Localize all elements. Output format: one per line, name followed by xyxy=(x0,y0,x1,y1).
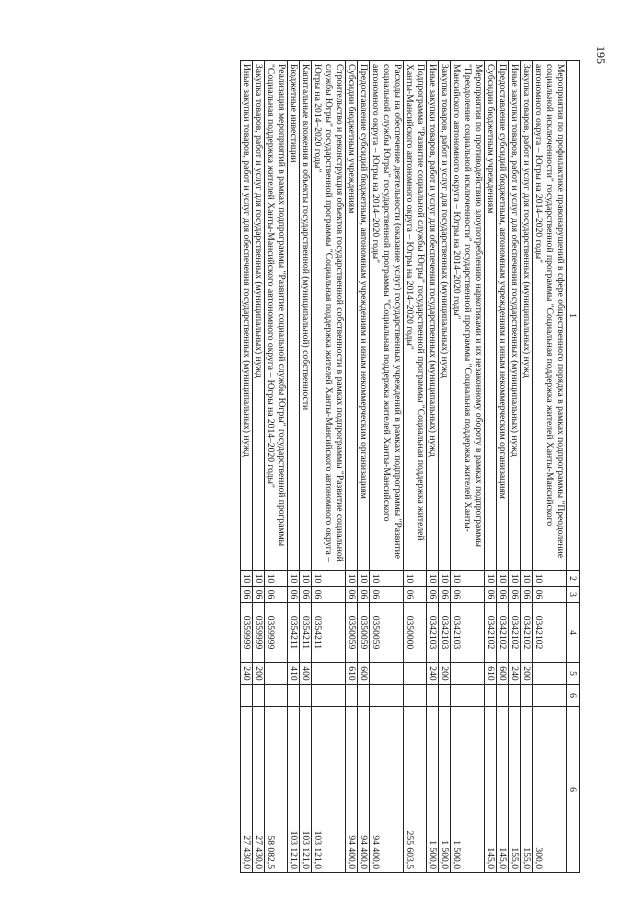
table-row xyxy=(521,61,533,873)
target-code-cell: 0354211 xyxy=(300,603,312,663)
subsection-code-cell: 06 xyxy=(288,587,300,603)
amount-cell: 27 430,0 xyxy=(253,707,265,873)
table-row xyxy=(346,61,358,873)
amount-cell: 94 400,0 xyxy=(358,707,370,873)
subsection-code-cell: 06 xyxy=(439,587,451,603)
target-code-cell: 0359999 xyxy=(253,603,265,663)
subsection-code-cell: 06 xyxy=(265,587,288,603)
section-code-cell: 10 xyxy=(521,571,533,587)
section-code-cell: 10 xyxy=(404,571,427,587)
expense-type-sub-cell xyxy=(533,685,567,707)
expense-type-cell: 610 xyxy=(485,663,497,685)
expense-type-cell: 410 xyxy=(288,663,300,685)
table-row xyxy=(533,61,567,873)
subsection-code-cell: 06 xyxy=(241,587,253,603)
row-name-cell: Капитальные вложения в объекты государственной (муниципальной) собственности xyxy=(300,61,312,571)
row-name-cell: Бюджетные инвестиции xyxy=(288,61,300,571)
amount-cell: 145,0 xyxy=(485,707,497,873)
target-code-cell: 0342102 xyxy=(497,603,509,663)
amount-cell: 1 500,0 xyxy=(427,707,439,873)
section-code-cell: 10 xyxy=(497,571,509,587)
expense-type-cell: 240 xyxy=(241,663,253,685)
column-header: 2 xyxy=(567,571,580,587)
table-row xyxy=(312,61,346,873)
table-row xyxy=(485,61,497,873)
amount-cell: 145,0 xyxy=(497,707,509,873)
budget-table-container xyxy=(70,60,580,872)
table-row xyxy=(253,61,265,873)
target-code-cell: 0342103 xyxy=(451,603,485,663)
amount-cell: 300,0 xyxy=(533,707,567,873)
table-row xyxy=(265,61,288,873)
expense-type-cell: 200 xyxy=(253,663,265,685)
expense-type-sub-cell xyxy=(451,685,485,707)
expense-type-cell xyxy=(404,663,427,685)
row-name-cell: Мероприятия по профилактике правонарушений в сфере общественного порядка в рамках подпрограммы "Преодоление социальной исключенности" государственной программы "Социальная поддержка жителей Ханты-Мансийского автономного округа – Югры на 2014–2020 годы" xyxy=(533,61,567,571)
target-code-cell: 0342102 xyxy=(509,603,521,663)
target-code-cell: 0342102 xyxy=(533,603,567,663)
expense-type-cell xyxy=(312,663,346,685)
row-name-cell: Иные закупки товаров, работ и услуг для обеспечения государственных (муниципальных) нужд xyxy=(509,61,521,571)
expense-type-sub-cell xyxy=(404,685,427,707)
table-row xyxy=(300,61,312,873)
column-header: 1 xyxy=(567,61,580,571)
subsection-code-cell: 06 xyxy=(300,587,312,603)
column-header: 6 xyxy=(567,707,580,873)
table-row xyxy=(241,61,253,873)
target-code-cell: 0359999 xyxy=(265,603,288,663)
column-header: 3 xyxy=(567,587,580,603)
section-code-cell: 10 xyxy=(288,571,300,587)
row-name-cell: Мероприятия по противодействию злоупотреблению наркотиками и их незаконному обороту в рамках подпрограммы "Преодоление социальной исключенности" государственной программы "Социальная поддержка жителей Ханты-Мансийского автономного округа – Югры на 2014–2020 годы" xyxy=(451,61,485,571)
row-name-cell: Расходы на обеспечение деятельности (оказание услуг) государственных учреждений в рамках подпрограммы "Развитие социальной службы Югры" государственной программы "Социальная поддержка жителей Ханты-Мансийского автономного округа – Югры на 2014–2020 годы" xyxy=(370,61,404,571)
expense-type-sub-cell xyxy=(265,685,288,707)
section-code-cell: 10 xyxy=(439,571,451,587)
subsection-code-cell: 06 xyxy=(509,587,521,603)
column-header: 6 xyxy=(567,685,580,707)
expense-type-cell xyxy=(370,663,404,685)
section-code-cell: 10 xyxy=(485,571,497,587)
amount-cell: 1 500,0 xyxy=(451,707,485,873)
column-header: 5 xyxy=(567,663,580,685)
row-name-cell: Закупка товаров, работ и услуг для государственных (муниципальных) нужд xyxy=(521,61,533,571)
section-code-cell: 10 xyxy=(346,571,358,587)
table-row xyxy=(451,61,485,873)
amount-cell: 1 500,0 xyxy=(439,707,451,873)
expense-type-cell: 200 xyxy=(439,663,451,685)
subsection-code-cell: 06 xyxy=(521,587,533,603)
amount-cell: 103 121,0 xyxy=(300,707,312,873)
table-row xyxy=(427,61,439,873)
section-code-cell: 10 xyxy=(300,571,312,587)
table-row xyxy=(358,61,370,873)
section-code-cell: 10 xyxy=(241,571,253,587)
expense-type-sub-cell xyxy=(300,685,312,707)
row-name-cell: Субсидии бюджетным учреждениям xyxy=(485,61,497,571)
subsection-code-cell: 06 xyxy=(370,587,404,603)
amount-cell: 103 121,0 xyxy=(312,707,346,873)
table-row xyxy=(497,61,509,873)
target-code-cell: 0354211 xyxy=(312,603,346,663)
amount-cell: 58 082,5 xyxy=(265,707,288,873)
row-name-cell: Закупка товаров, работ и услуг для государственных (муниципальных) нужд xyxy=(253,61,265,571)
target-code-cell: 0342102 xyxy=(485,603,497,663)
row-name-cell: Строительство и реконструкция объектов государственной собственности в рамках подпрограммы "Развитие социальной службы Югры" государственной программы "Социальная поддержка жителей Ханты-Мансийского автономного округа – Югры на 2014–2020 годы" xyxy=(312,61,346,571)
table-row xyxy=(288,61,300,873)
table-row xyxy=(509,61,521,873)
row-name-cell: Реализация мероприятий в рамках подпрограммы "Развитие социальной службы Югры" государственной программы "Социальная поддержка жителей Ханты-Мансийского автономного округа – Югры на 2014–2020 годы" xyxy=(265,61,288,571)
row-name-cell: Иные закупки товаров, работ и услуг для обеспечения государственных (муниципальных) нужд xyxy=(241,61,253,571)
expense-type-cell: 610 xyxy=(346,663,358,685)
table-row xyxy=(404,61,427,873)
amount-cell: 255 603,5 xyxy=(404,707,427,873)
table-row xyxy=(370,61,404,873)
expense-type-sub-cell xyxy=(346,685,358,707)
expense-type-cell xyxy=(533,663,567,685)
row-name-cell: Закупка товаров, работ и услуг для государственных (муниципальных) нужд xyxy=(439,61,451,571)
expense-type-cell: 200 xyxy=(521,663,533,685)
expense-type-cell: 600 xyxy=(497,663,509,685)
amount-cell: 94 400,0 xyxy=(370,707,404,873)
expense-type-sub-cell xyxy=(439,685,451,707)
column-header: 4 xyxy=(567,603,580,663)
target-code-cell: 0342102 xyxy=(521,603,533,663)
expense-type-sub-cell xyxy=(288,685,300,707)
subsection-code-cell: 06 xyxy=(451,587,485,603)
section-code-cell: 10 xyxy=(358,571,370,587)
expense-type-cell: 240 xyxy=(509,663,521,685)
expense-type-cell xyxy=(451,663,485,685)
expense-type-sub-cell xyxy=(509,685,521,707)
row-name-cell: Предоставление субсидий бюджетным, автономным учреждениям и иным некоммерческим организациям xyxy=(497,61,509,571)
amount-cell: 27 430,0 xyxy=(241,707,253,873)
expense-type-sub-cell xyxy=(358,685,370,707)
subsection-code-cell: 06 xyxy=(404,587,427,603)
section-code-cell: 10 xyxy=(370,571,404,587)
subsection-code-cell: 06 xyxy=(427,587,439,603)
expense-type-cell: 400 xyxy=(300,663,312,685)
amount-cell: 155,0 xyxy=(521,707,533,873)
expense-type-cell: 600 xyxy=(358,663,370,685)
section-code-cell: 10 xyxy=(451,571,485,587)
target-code-cell: 0342103 xyxy=(427,603,439,663)
table-header-row xyxy=(567,61,580,873)
budget-table xyxy=(240,60,580,873)
target-code-cell: 0350000 xyxy=(404,603,427,663)
expense-type-sub-cell xyxy=(497,685,509,707)
amount-cell: 155,0 xyxy=(509,707,521,873)
target-code-cell: 0350059 xyxy=(370,603,404,663)
subsection-code-cell: 06 xyxy=(312,587,346,603)
subsection-code-cell: 06 xyxy=(497,587,509,603)
subsection-code-cell: 06 xyxy=(253,587,265,603)
expense-type-sub-cell xyxy=(312,685,346,707)
section-code-cell: 10 xyxy=(509,571,521,587)
amount-cell: 94 400,0 xyxy=(346,707,358,873)
section-code-cell: 10 xyxy=(312,571,346,587)
subsection-code-cell: 06 xyxy=(346,587,358,603)
table-row xyxy=(439,61,451,873)
subsection-code-cell: 06 xyxy=(533,587,567,603)
row-name-cell: Иные закупки товаров, работ и услуг для обеспечения государственных (муниципальных) нужд xyxy=(427,61,439,571)
row-name-cell: Предоставление субсидий бюджетным, автономным учреждениям и иным некоммерческим организациям xyxy=(358,61,370,571)
target-code-cell: 0350059 xyxy=(358,603,370,663)
expense-type-sub-cell xyxy=(485,685,497,707)
expense-type-sub-cell xyxy=(370,685,404,707)
row-name-cell: Подпрограмма "Развитие социальной службы Югры" государственной программы "Социальная поддержка жителей Ханты-Мансийского автономного округа – Югры на 2014–2020 годы" xyxy=(404,61,427,571)
expense-type-sub-cell xyxy=(427,685,439,707)
expense-type-sub-cell xyxy=(521,685,533,707)
subsection-code-cell: 06 xyxy=(358,587,370,603)
section-code-cell: 10 xyxy=(253,571,265,587)
target-code-cell: 0342103 xyxy=(439,603,451,663)
expense-type-cell: 240 xyxy=(427,663,439,685)
target-code-cell: 0359999 xyxy=(241,603,253,663)
target-code-cell: 0354211 xyxy=(288,603,300,663)
section-code-cell: 10 xyxy=(533,571,567,587)
section-code-cell: 10 xyxy=(265,571,288,587)
amount-cell: 103 121,0 xyxy=(288,707,300,873)
section-code-cell: 10 xyxy=(427,571,439,587)
page-number: 195 xyxy=(594,46,608,64)
target-code-cell: 0350059 xyxy=(346,603,358,663)
expense-type-cell xyxy=(265,663,288,685)
row-name-cell: Субсидии бюджетным учреждениям xyxy=(346,61,358,571)
subsection-code-cell: 06 xyxy=(485,587,497,603)
expense-type-sub-cell xyxy=(241,685,253,707)
expense-type-sub-cell xyxy=(253,685,265,707)
